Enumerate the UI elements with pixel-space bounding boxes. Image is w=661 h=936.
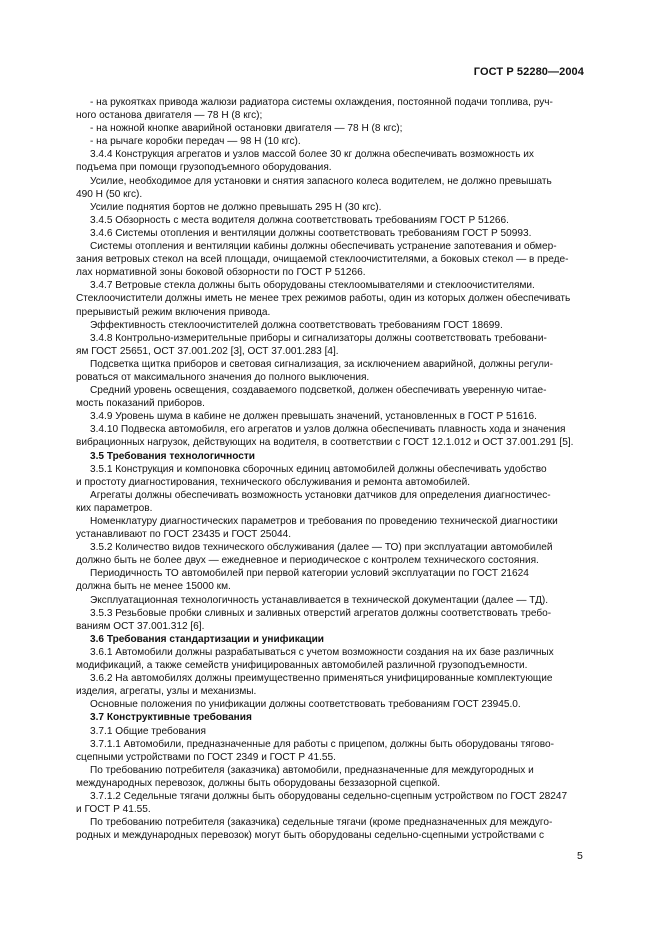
- section-heading: [76, 633, 584, 646]
- text-line: По требованию потребителя (заказчика) автомобили, предназначенные для междугородных и: [90, 764, 534, 776]
- text-line: 3.4.6 Системы отопления и вентиляции должны соответствовать требованиям ГОСТ Р 50993.: [90, 227, 532, 239]
- paragraph: [76, 463, 584, 489]
- text-line: роваться от максимального значения до полного выключения.: [76, 371, 370, 383]
- text-line: 3.7.1.1 Автомобили, предназначенные для работы с прицепом, должны быть оборудованы тягово-: [90, 738, 554, 750]
- text-line: 3.4.9 Уровень шума в кабине не должен превышать значений, установленных в ГОСТ Р 51616.: [90, 411, 537, 423]
- paragraph: [76, 541, 584, 567]
- text-line: Усилие, необходимое для установки и снятия запасного колеса водителем, не должно превышать: [90, 175, 552, 187]
- text-line: Периодичность ТО автомобилей при первой категории условий эксплуатации по ГОСТ 21624: [90, 568, 529, 580]
- text-line: Системы отопления и вентиляции кабины должны обеспечивать устранение запотевания и обмер-: [90, 241, 557, 253]
- text-line: зания ветровых стекол на всей площади, очищаемой стеклоочистителями, а боковых стекол — в преде-: [76, 254, 569, 266]
- document-body: [76, 96, 584, 842]
- text-line: прерывистый режим включения привода.: [76, 306, 271, 318]
- text-line: 3.5.2 Количество видов технического обслуживания (далее — ТО) при эксплуатации автомобилей: [90, 542, 553, 554]
- text-line: сцепными устройствами по ГОСТ 2349 и ГОСТ Р 41.55.: [76, 751, 336, 763]
- text-line: 490 Н (50 кгс).: [76, 188, 143, 200]
- text-line: Основные положения по унификации должны соответствовать требованиям ГОСТ 23945.0.: [90, 699, 521, 711]
- text-line: 3.4.5 Обзорность с места водителя должна соответствовать требованиям ГОСТ Р 51266.: [90, 214, 509, 226]
- text-line: Эксплуатационная технологичность устанавливается в технической документации (далее — ТД).: [90, 594, 549, 606]
- text-line: должно быть не более двух — ежедневное и периодическое с контролем технического состояния.: [76, 555, 539, 567]
- paragraph: [76, 567, 584, 593]
- paragraph: [76, 698, 584, 711]
- text-line: - на рычаге коробки передач — 98 Н (10 кгс).: [90, 136, 301, 148]
- text-line: 3.7.1.2 Седельные тягачи должны быть оборудованы седельно-сцепным устройством по ГОСТ 28247: [90, 790, 568, 802]
- text-line: вибрационных нагрузок, действующих на водителя, в соответствии с ГОСТ 12.1.012 и ОСТ 37.001.291 [5].: [76, 437, 574, 449]
- paragraph: [76, 515, 584, 541]
- paragraph: [76, 594, 584, 607]
- paragraph: [76, 122, 584, 135]
- text-line: Номенклатуру диагностических параметров и требования по проведению технической диагностики: [90, 516, 558, 527]
- text-line: 3.6 Требования стандартизации и унификации: [90, 633, 324, 645]
- paragraph: [76, 148, 584, 174]
- text-line: мость показаний приборов.: [76, 398, 205, 410]
- text-line: 3.4.8 Контрольно-измерительные приборы и сигнализаторы должны соответствовать требовани-: [90, 332, 547, 344]
- text-line: ям ГОСТ 25651, ОСТ 37.001.202 [3], ОСТ 37.001.283 [4].: [76, 345, 339, 357]
- text-line: Средний уровень освещения, создаваемого подсветкой, должен обеспечивать уверенную читае-: [90, 385, 547, 397]
- paragraph: [76, 607, 584, 633]
- text-line: Стеклоочистители должны иметь не менее трех режимов работы, один из которых должен обеспечивать: [76, 293, 571, 305]
- paragraph: [76, 96, 584, 122]
- paragraph: [76, 135, 584, 148]
- text-line: модификаций, а также семейств унифицированных автомобилей различной грузоподъемности.: [76, 660, 528, 672]
- text-line: международных перевозок, должны быть оборудованы беззазорной сцепкой.: [76, 777, 441, 789]
- text-line: и ГОСТ Р 41.55.: [76, 804, 151, 816]
- text-line: Усилие поднятия бортов не должно превышать 295 Н (30 кгс).: [90, 201, 382, 213]
- paragraph: [76, 240, 584, 279]
- text-line: 3.5.1 Конструкция и компоновка сборочных единиц автомобилей должны обеспечивать удобство: [90, 463, 547, 475]
- page-number: 5: [577, 850, 583, 862]
- text-line: подъема при помощи грузоподъемного оборудования.: [76, 162, 332, 174]
- document-id-header: ГОСТ Р 52280—2004: [473, 66, 584, 78]
- text-line: устанавливают по ГОСТ 23435 и ГОСТ 25044.: [76, 529, 292, 541]
- paragraph: [76, 790, 584, 816]
- text-line: Агрегаты должны обеспечивать возможность установки датчиков для определения диагностичес-: [90, 489, 551, 501]
- text-line: изделия, агрегаты, узлы и механизмы.: [76, 686, 257, 698]
- text-line: ваниям ОСТ 37.001.312 [6].: [76, 620, 205, 632]
- text-line: Эффективность стеклоочистителей должна соответствовать требованиям ГОСТ 18699.: [90, 319, 503, 331]
- paragraph: [76, 227, 584, 240]
- text-line: 3.4.4 Конструкция агрегатов и узлов массой более 30 кг должна обеспечивать возможность их: [90, 149, 534, 161]
- paragraph: [76, 672, 584, 698]
- section-heading: [76, 450, 584, 463]
- paragraph: [76, 201, 584, 214]
- paragraph: [76, 738, 584, 764]
- paragraph: [76, 410, 584, 423]
- text-line: 3.6.1 Автомобили должны разрабатываться с учетом возможности создания на их базе различных: [90, 646, 554, 658]
- paragraph: [76, 319, 584, 332]
- text-line: родных и международных перевозок) могут быть оборудованы седельно-сцепными устройствами с: [76, 830, 545, 842]
- paragraph: [76, 358, 584, 384]
- text-line: - на ножной кнопке аварийной остановки двигателя — 78 Н (8 кгс);: [90, 123, 403, 135]
- text-line: Подсветка щитка приборов и световая сигнализация, за исключением аварийной, должны регули-: [90, 358, 553, 370]
- paragraph: [76, 816, 584, 842]
- paragraph: [76, 725, 584, 738]
- text-line: 3.7 Конструктивные требования: [90, 712, 252, 724]
- text-line: По требованию потребителя (заказчика) седельные тягачи (кроме предназначенных для междуго-: [90, 817, 553, 829]
- paragraph: [76, 332, 584, 358]
- paragraph: [76, 423, 584, 449]
- text-line: 3.4.7 Ветровые стекла должны быть оборудованы стеклоомывателями и стеклоочистителями.: [90, 280, 535, 292]
- text-line: 3.4.10 Подвеска автомобиля, его агрегатов и узлов должна обеспечивать плавность хода и значения: [90, 424, 566, 436]
- paragraph: [76, 646, 584, 672]
- paragraph: [76, 764, 584, 790]
- section-heading: [76, 711, 584, 724]
- text-line: 3.7.1 Общие требования: [90, 725, 206, 737]
- text-line: ного останова двигателя — 78 Н (8 кгс);: [76, 110, 263, 122]
- paragraph: [76, 175, 584, 201]
- text-line: ких параметров.: [76, 502, 153, 514]
- text-line: 3.5.3 Резьбовые пробки сливных и заливных отверстий агрегатов должны соответствовать требо-: [90, 607, 552, 619]
- text-line: - на рукоятках привода жалюзи радиатора системы охлаждения, постоянной подачи топлива, руч-: [90, 97, 553, 108]
- text-line: должна быть не менее 15000 км.: [76, 581, 231, 593]
- paragraph: [76, 214, 584, 227]
- text-line: лах нормативной зоны боковой обзорности по ГОСТ Р 51266.: [76, 267, 366, 279]
- text-line: 3.5 Требования технологичности: [90, 450, 255, 462]
- text-line: и простоту диагностирования, технического обслуживания и ремонта автомобилей.: [76, 476, 471, 488]
- text-line: 3.6.2 На автомобилях должны преимущественно применяться унифицированные комплектующие: [90, 673, 553, 685]
- paragraph: [76, 279, 584, 318]
- paragraph: [76, 384, 584, 410]
- paragraph: [76, 489, 584, 515]
